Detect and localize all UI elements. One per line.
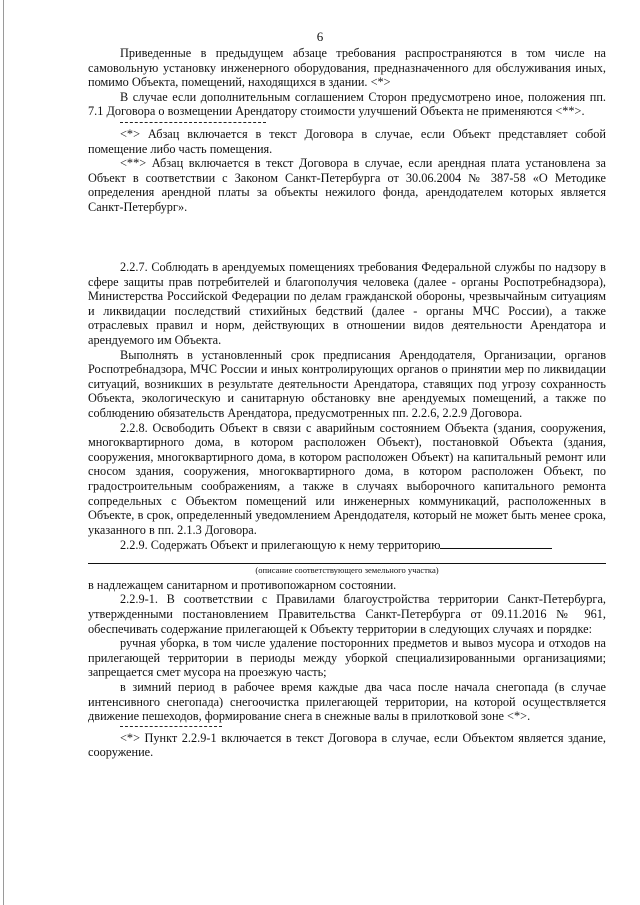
page-number: 6 [316, 29, 324, 44]
scan-edge-line [3, 0, 4, 905]
footnote-3: <*> Пункт 2.2.9-1 включается в текст Договора в случае, если Объектом является здание, сооружение. [88, 730, 606, 760]
footnote-separator [120, 122, 266, 123]
clause-2-2-9 [88, 537, 606, 553]
paragraph-additional-agreement: В случае если дополнительным соглашением Сторон предусмотрено иное, положения пп. 7.1 Договора о возмещении Арендатору стоимости улучшений Объекта не применяются <**>. [88, 89, 606, 119]
text-block-top [88, 46, 606, 215]
clause-2-2-9-1-winter-cleaning: в зимний период в рабочее время каждые два часа после начала снегопада (в случае интенсивного снегопада) снегоочистка прилегающей территории, на которой осуществляется движение пешеходов, формирование снега в снежные валы в прилотковой зоне <*>. [88, 680, 606, 724]
footnote-separator-2 [120, 726, 222, 727]
clause-2-2-7: 2.2.7. Соблюдать в арендуемых помещениях требования Федеральной службы по надзору в сфере защиты прав потребителей и благополучия человека (далее - органы Роспотребнадзора), Министерства Российской Федерации по делам гражданской обороны, чрезвычайным ситуациям и ликвидации последствий стихийных бедствий (далее - органы МЧС России), а также отраслевых правил и норм, действующих в отношении видов деятельности Арендатора и арендуемого им Объекта. [88, 260, 606, 347]
clause-2-2-9-1-manual-cleaning: ручная уборка, в том числе удаление посторонних предметов и вывоз мусора и отходов на прилегающей территории в периоды между уборкой специализированными организациями; запрещается смет мусора на проезжую часть; [88, 636, 606, 680]
paragraph-requirements-scope: Приведенные в предыдущем абзаце требования распространяются в том числе на самовольную установку инженерного оборудования, предназначенного для обслуживания иных, помимо Объекта, помещений, находящихся в здании. <*> [88, 46, 606, 90]
land-plot-caption: (описание соответствующего земельного участка) [255, 564, 439, 575]
footnote-2: <**> Абзац включается в текст Договора в случае, если арендная плата установлена за Объект в соответствии с Законом Санкт-Петербурга от 30.06.2004 № 387-58 «О Методике определения арендной платы за объекты нежилого фонда, арендодателем которых является Санкт-Петербург». [88, 156, 606, 214]
clause-2-2-9-tail: в надлежащем санитарном и противопожарном состоянии. [88, 577, 397, 592]
fill-in-line-full [88, 553, 606, 564]
clause-2-2-9-1: 2.2.9-1. В соответствии с Правилами благоустройства территории Санкт-Петербурга, утвержденными постановлением Правительства Санкт-Петербурга от 09.11.2016 № 961, обеспечивать содержание прилегающей к Объекту территории в следующих случаях и порядке: [88, 592, 606, 636]
clause-2-2-8: 2.2.8. Освободить Объект в связи с аварийным состоянием Объекта (здания, сооружения, многоквартирного дома, в котором расположен Объект), постановкой Объекта (здания, сооружения, многоквартирного дома, в котором расположен Объект) на капитальный ремонт или сносом здания, сооружения, многоквартирного дома, в котором расположен Объект, по градостроительным соображениям, а также в случаях выборочного капитального ремонта сопредельных с Объектом помещений или инженерных коммуникаций, расположенных в Объекте, в срок, определенный уведомлением Арендодателя, который не может быть менее срока, указанного в пп. 2.1.3 Договора. [88, 420, 606, 537]
clause-2-2-9-text: 2.2.9. Содержать Объект и прилегающую к нему территорию [120, 538, 441, 553]
text-block-main [88, 260, 606, 760]
clause-2-2-7-continued: Выполнять в установленный срок предписания Арендодателя, Организации, органов Роспотребнадзора, МЧС России и иных контролирующих органов о принятии мер по ликвидации ситуаций, возникших в результате деятельности Арендатора, ставящих под угрозу сохранность Объекта, экологическую и санитарную обстановку вне арендуемых помещений, а также по соблюдению обязательств Арендатора, предусмотренных пп. 2.2.6, 2.2.9 Договора. [88, 347, 606, 420]
footnote-1: <*> Абзац включается в текст Договора в случае, если Объект представляет собой помещение либо часть помещения. [88, 126, 606, 156]
fill-in-line [440, 537, 552, 549]
